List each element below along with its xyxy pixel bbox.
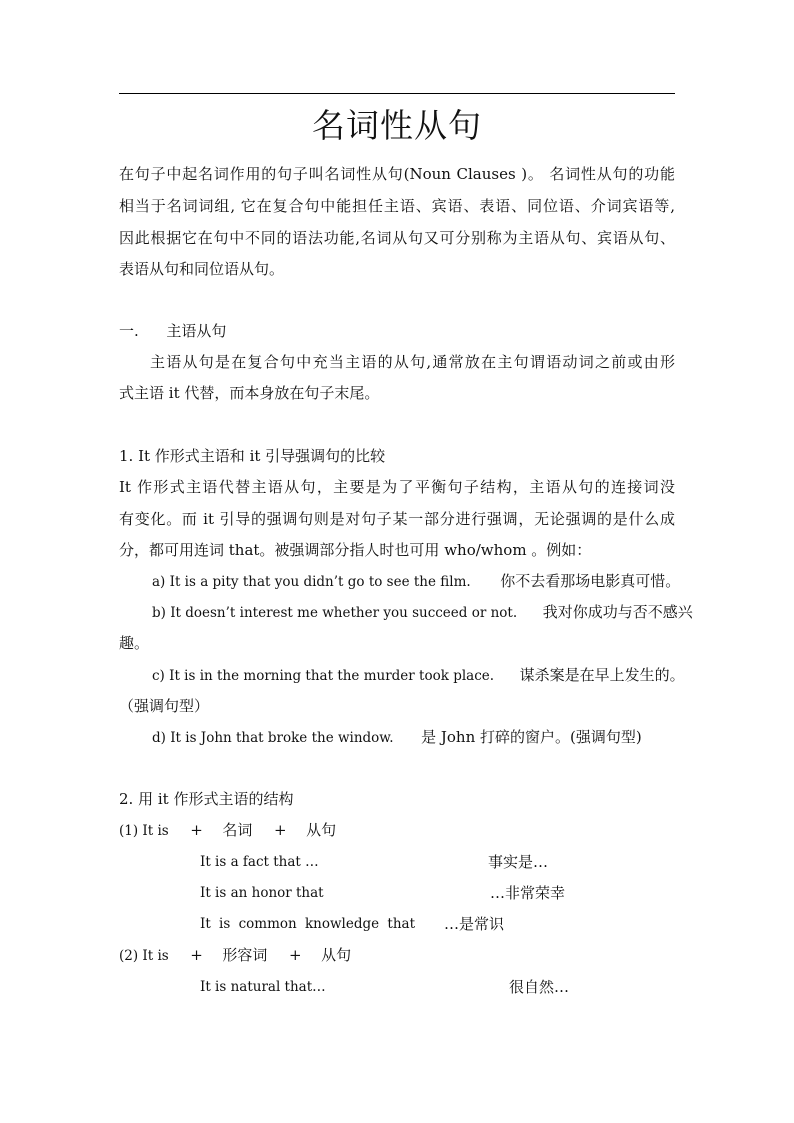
page-title: 名词性从句 bbox=[312, 106, 482, 145]
phrase-en: It is natural that… bbox=[200, 979, 326, 995]
header-rule bbox=[119, 93, 675, 94]
section-title: 主语从句 bbox=[166, 322, 227, 340]
pattern-line: (1) It is + 名词 + 从句 bbox=[119, 821, 337, 839]
plus-sign: + bbox=[274, 821, 287, 839]
example-en: c) It is in the morning that the murder took place. bbox=[152, 668, 495, 684]
phrase-zh: 很自然… bbox=[509, 978, 570, 996]
example-zh: 谋杀案是在早上发生的。 bbox=[519, 666, 685, 684]
intro-line: 相当于名词词组, 它在复合句中能担任主语、宾语、表语、同位语、介词宾语等, bbox=[119, 197, 675, 215]
phrase-en: It is a fact that … bbox=[200, 854, 319, 870]
phrase-zh: …非常荣幸 bbox=[490, 884, 566, 902]
example-b-cont: 趣。 bbox=[119, 634, 150, 652]
pattern-line: (2) It is + 形容词 + 从句 bbox=[119, 946, 352, 964]
plus-sign: + bbox=[289, 946, 302, 964]
section-desc-line: 主语从句是在复合句中充当主语的从句,通常放在主句谓语动词之前或由形 bbox=[150, 353, 675, 371]
subsection-heading: 1. It 作形式主语和 it 引导强调句的比较 bbox=[119, 447, 386, 465]
phrase-zh: …是常识 bbox=[444, 915, 505, 933]
plus-sign: + bbox=[190, 821, 203, 839]
example-en: a) It is a pity that you didn’t go to see the film. bbox=[152, 574, 471, 590]
section-number: 一. bbox=[119, 322, 139, 340]
example-b bbox=[152, 602, 693, 623]
example-zh: 我对你成功与否不感兴 bbox=[542, 603, 693, 621]
subsection-body-line: 分，都可用连词 that。被强调部分指人时也可用 who/whom 。例如： bbox=[119, 541, 592, 559]
phrase-zh: 事实是… bbox=[488, 853, 549, 871]
example-d bbox=[152, 727, 642, 748]
intro-line: 因此根据它在句中不同的语法功能,名词从句又可分别称为主语从句、宾语从句、 bbox=[119, 229, 675, 247]
example-en: b) It doesn’t interest me whether you succeed or not. bbox=[152, 605, 518, 621]
intro-line: 在句子中起名词作用的句子叫名词性从句(Noun Clauses )。 名词性从句的功能 bbox=[119, 165, 675, 183]
subsection-body-line: It 作形式主语代替主语从句，主要是为了平衡句子结构，主语从句的连接词没 bbox=[119, 478, 675, 496]
example-en: d) It is John that broke the window. bbox=[152, 730, 394, 746]
plus-sign: + bbox=[190, 946, 203, 964]
subsection-body-line: 有变化。而 it 引导的强调句则是对句子某一部分进行强调，无论强调的是什么成 bbox=[119, 510, 675, 528]
phrase-en: It is common knowledge that bbox=[200, 916, 416, 932]
example-a bbox=[152, 571, 680, 592]
intro-line: 表语从句和同位语从句。 bbox=[119, 260, 285, 278]
example-c bbox=[152, 665, 685, 686]
phrase-en: It is an honor that bbox=[200, 885, 324, 901]
section-desc-line: 式主语 it 代替，而本身放在句子末尾。 bbox=[119, 384, 380, 402]
subsection-heading: 2. 用 it 作形式主语的结构 bbox=[119, 790, 294, 808]
example-zh: 你不去看那场电影真可惜。 bbox=[500, 572, 681, 590]
example-c-cont: （强调句型） bbox=[119, 697, 210, 715]
example-zh: 是 John 打碎的窗户。(强调句型) bbox=[421, 728, 642, 746]
section-heading bbox=[119, 321, 226, 341]
